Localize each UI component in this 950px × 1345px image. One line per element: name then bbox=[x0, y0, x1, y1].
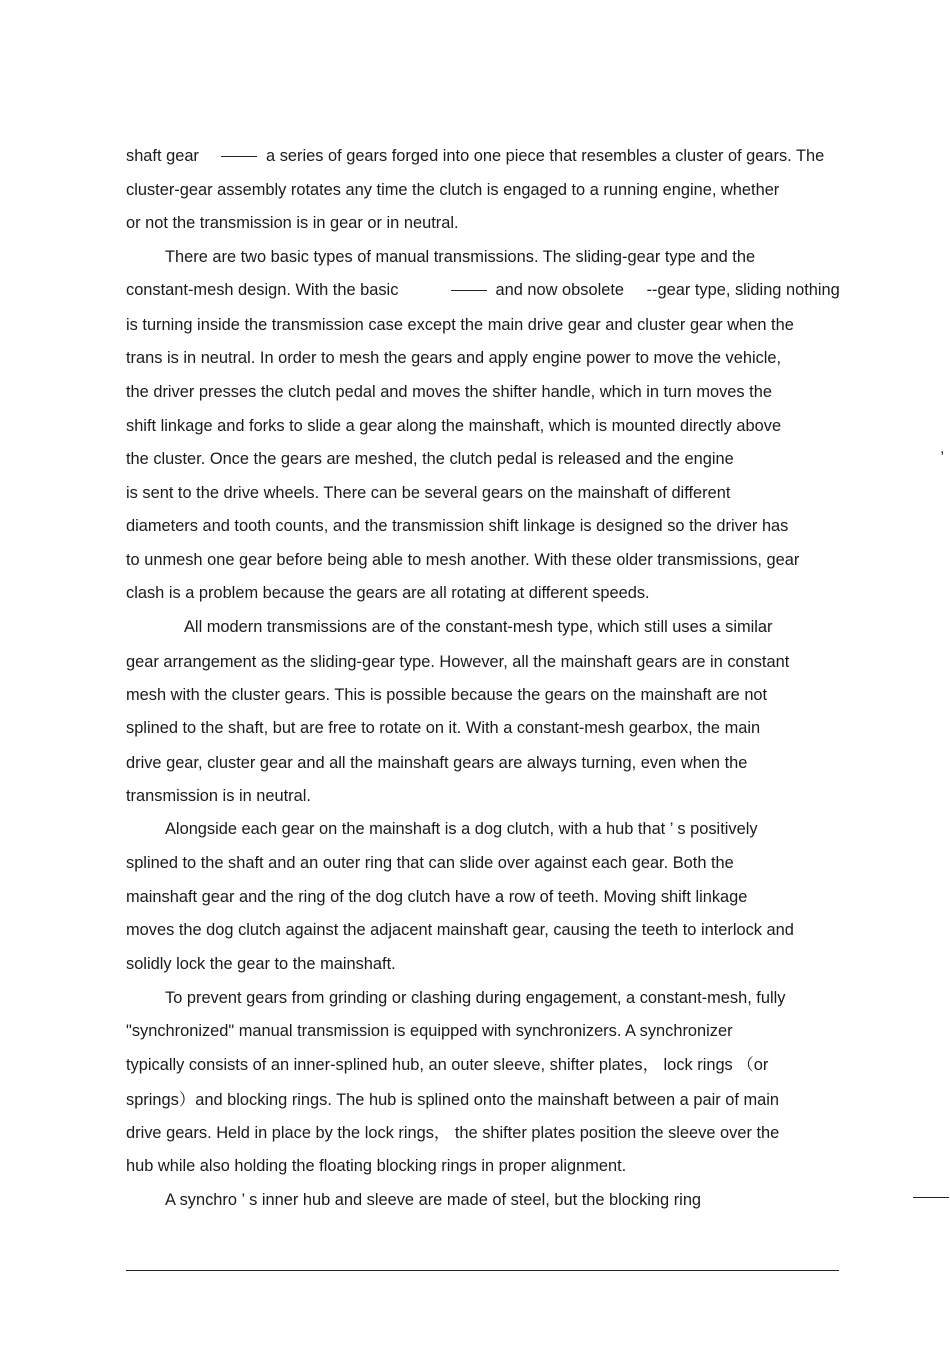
text-line-5 bbox=[126, 280, 840, 300]
text-line-18: splined to the shaft, but are free to rotate on it. With a constant-mesh gearbox, the main bbox=[126, 719, 761, 737]
line-1-end: a series of gears forged into one piece that resembles a cluster of gears. The bbox=[266, 147, 825, 165]
text-line-7: trans is in neutral. In order to mesh the gears and apply engine power to move the vehicle, bbox=[126, 349, 782, 367]
text-line-2: cluster-gear assembly rotates any time the clutch is engaged to a running engine, whether bbox=[126, 181, 780, 199]
text-line-8: the driver presses the clutch pedal and moves the shifter handle, which in turn moves the bbox=[126, 383, 772, 401]
text-line-16: gear arrangement as the sliding-gear type. However, all the mainshaft gears are in constant bbox=[126, 653, 790, 671]
text-line-3: or not the transmission is in gear or in neutral. bbox=[126, 214, 459, 232]
line-5-middle: and now obsolete bbox=[495, 281, 625, 299]
text-line-12: diameters and tooth counts, and the transmission shift linkage is designed so the driver has bbox=[126, 517, 789, 535]
margin-dash-rule bbox=[913, 1197, 949, 1198]
text-line-31: hub while also holding the floating blocking rings in proper alignment. bbox=[126, 1157, 627, 1175]
text-line-17: mesh with the cluster gears. This is possible because the gears on the mainshaft are not bbox=[126, 686, 768, 704]
text-line-27: "synchronized" manual transmission is equipped with synchronizers. A synchronizer bbox=[126, 1022, 733, 1040]
text-line-29: springs）and blocking rings. The hub is splined onto the mainshaft between a pair of main bbox=[126, 1091, 779, 1109]
footer-rule bbox=[126, 1270, 839, 1271]
em-dash-rule bbox=[451, 290, 487, 291]
text-line-15: All modern transmissions are of the constant-mesh type, which still uses a similar bbox=[184, 618, 773, 636]
text-line-14: clash is a problem because the gears are all rotating at different speeds. bbox=[126, 584, 650, 602]
line-5-start: constant-mesh design. With the basic bbox=[126, 281, 399, 299]
text-line-23: mainshaft gear and the ring of the dog clutch have a row of teeth. Moving shift linkage bbox=[126, 888, 748, 906]
text-line-6: is turning inside the transmission case except the main drive gear and cluster gear when the bbox=[126, 316, 794, 334]
text-line-32: A synchro ’ s inner hub and sleeve are made of steel, but the blocking ring bbox=[165, 1191, 702, 1209]
line-5-end: --gear type, sliding nothing bbox=[646, 281, 840, 299]
text-line-30: drive gears. Held in place by the lock rings， the shifter plates position the sleeve over the bbox=[126, 1124, 780, 1142]
text-line-24: moves the dog clutch against the adjacent mainshaft gear, causing the teeth to interlock and bbox=[126, 921, 794, 939]
text-line-26: To prevent gears from grinding or clashing during engagement, a constant-mesh, fully bbox=[165, 989, 786, 1007]
text-line-10: the cluster. Once the gears are meshed, the clutch pedal is released and the engine bbox=[126, 450, 734, 468]
text-line-1 bbox=[126, 146, 824, 166]
text-line-9: shift linkage and forks to slide a gear along the mainshaft, which is mounted directly above bbox=[126, 417, 782, 435]
text-line-4: There are two basic types of manual transmissions. The sliding-gear type and the bbox=[165, 248, 756, 266]
text-line-21: Alongside each gear on the mainshaft is a dog clutch, with a hub that ’ s positively bbox=[165, 820, 758, 838]
text-line-20: transmission is in neutral. bbox=[126, 787, 311, 805]
text-line-25: solidly lock the gear to the mainshaft. bbox=[126, 955, 396, 973]
text-line-11: is sent to the drive wheels. There can be several gears on the mainshaft of different bbox=[126, 484, 731, 502]
stray-comma-mark: , bbox=[940, 440, 945, 457]
text-line-13: to unmesh one gear before being able to mesh another. With these older transmissions, gear bbox=[126, 551, 800, 569]
text-line-22: splined to the shaft and an outer ring that can slide over against each gear. Both the bbox=[126, 854, 734, 872]
em-dash-rule bbox=[221, 156, 257, 157]
text-line-19: drive gear, cluster gear and all the mainshaft gears are always turning, even when the bbox=[126, 754, 748, 772]
line-1-start: shaft gear bbox=[126, 147, 199, 165]
text-line-28: typically consists of an inner-splined hub, an outer sleeve, shifter plates， lock rings （or bbox=[126, 1056, 769, 1074]
